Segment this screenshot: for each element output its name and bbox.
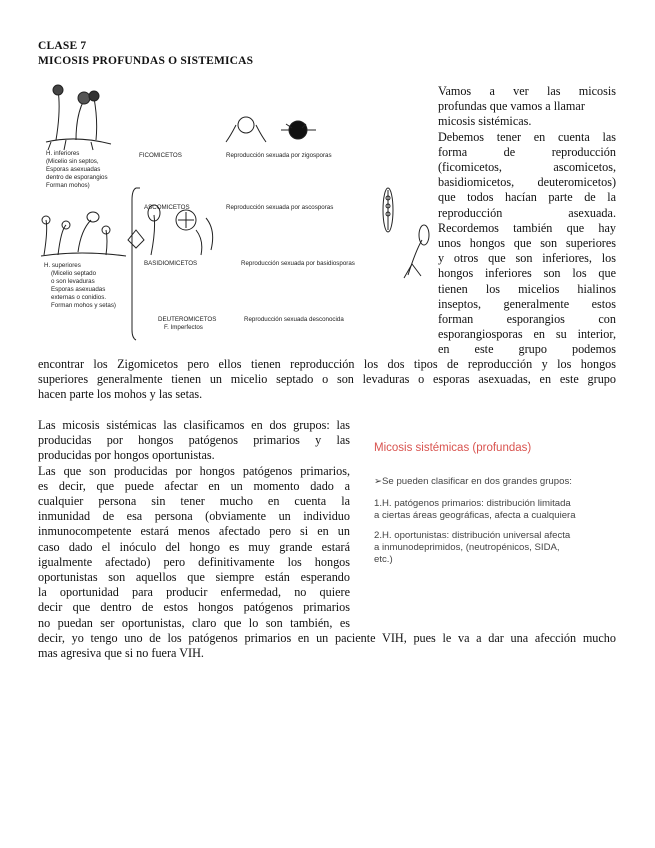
label-o-son-levaduras: o son levaduras bbox=[51, 278, 95, 285]
intro-line: esporangiosporas en su interior, bbox=[438, 327, 616, 342]
label-ficomicetos: FICOMICETOS bbox=[139, 152, 182, 159]
label-forman-mohos: Forman mohos) bbox=[46, 182, 90, 189]
intro-full-line: hacen parte los mohos y las setas. bbox=[38, 387, 203, 402]
intro-line: en este grupo podemos bbox=[438, 342, 616, 357]
body-line: oportunistas son aquellos que siempre están esperando bbox=[38, 570, 350, 585]
conidia-drawing bbox=[41, 205, 213, 256]
body-line: producidas por hongos oportunistas. bbox=[38, 448, 215, 463]
label-h-superiores: H. superiores bbox=[44, 262, 81, 269]
intro-line: hongos inferiores son los que bbox=[438, 266, 616, 281]
basidiospore-drawing bbox=[404, 225, 429, 278]
label-basidiomicetos: BASIDIOMICETOS bbox=[144, 260, 198, 267]
intro-line: que todos hacían parte de la bbox=[438, 190, 616, 205]
body-line: producidas por hongos patógenos primarios y las bbox=[38, 433, 350, 448]
page-title: MICOSIS PROFUNDAS O SISTEMICAS bbox=[38, 55, 254, 67]
body-line: caso dado el inóculo del hongo es muy grande estará bbox=[38, 539, 350, 554]
label-deuteromicetos: DEUTEROMICETOS bbox=[158, 316, 217, 323]
intro-line: forma de reproducción bbox=[438, 144, 616, 159]
label-dentro-esporangios: dentro de esporangios bbox=[46, 174, 108, 181]
label-esporas-externas: Esporas asexuadas bbox=[51, 286, 106, 293]
sporangium-drawing bbox=[46, 85, 111, 150]
intro-line: basidiomicetos, deuteromicetos) bbox=[438, 175, 616, 190]
label-esporas-asexuadas: Esporas asexuadas bbox=[46, 166, 101, 173]
fungi-classification-diagram bbox=[36, 80, 436, 348]
intro-line: Debemos tener en cuenta las bbox=[438, 129, 616, 144]
intro-line: Recordemos también que hay bbox=[438, 220, 616, 235]
intro-line: profundas que vamos a llamar bbox=[438, 99, 585, 114]
label-repro-desconocida: Reproducción sexuada desconocida bbox=[244, 316, 344, 323]
label-micelio-septado: (Micelio septado bbox=[51, 270, 97, 277]
slide-line: a inmunodeprimidos, (neutropénicos, SIDA, bbox=[374, 542, 560, 553]
intro-line: forman esporangios con bbox=[438, 312, 616, 327]
body-full-line: decir, yo tengo uno de los patógenos primarios en un paciente VIH, pues le va a dar una afección mucho bbox=[38, 631, 616, 645]
slide-line: ➢Se pueden clasificar en dos grandes grupos: bbox=[374, 476, 572, 487]
label-repro-zigosporas: Reproducción sexuada por zigosporas bbox=[226, 152, 332, 159]
label-micelio-sin-septos: (Micelio sin septos, bbox=[46, 158, 99, 165]
slide-line: a ciertas áreas geográficas, afecta a cualquiera bbox=[374, 510, 576, 521]
class-number: CLASE 7 bbox=[38, 40, 87, 52]
intro-full-line: superiores generalmente tienen un micelio septado o son levaduras o esporas asexuadas, en este grupo bbox=[38, 372, 616, 387]
intro-line: micosis sistémicas. bbox=[438, 114, 532, 129]
intro-paragraph-column bbox=[438, 84, 616, 358]
body-line: decir que dentro de estos hongos patógenos primarios bbox=[38, 600, 350, 615]
label-f-imperfectos: F. Imperfectos bbox=[164, 324, 203, 331]
intro-full-line: encontrar los Zigomicetos pero ellos tienen reproducción los dos tipos de reproducción y los hongos bbox=[38, 357, 616, 371]
intro-line: (ficomicetos, ascomicetos, bbox=[438, 160, 616, 175]
intro-line: inseptos, generalmente estos bbox=[438, 296, 616, 311]
intro-line: Vamos a ver las micosis bbox=[438, 84, 616, 98]
label-externas-conidios: externas o conidios. bbox=[51, 294, 107, 301]
label-repro-ascosporas: Reproducción sexuada por ascosporas bbox=[226, 204, 334, 211]
body-line: inmunocompetente estará menos afectado pero si en un bbox=[38, 524, 350, 539]
body-line: cualquier persona sin tener mucho en cuenta la bbox=[38, 494, 350, 509]
body-full-line: mas agresiva que si no fuera VIH. bbox=[38, 646, 204, 661]
slide-title: Micosis sistémicas (profundas) bbox=[374, 442, 532, 454]
intro-line: tienen los micelios hialinos bbox=[438, 281, 616, 296]
label-h-inferiores: H. inferiores bbox=[46, 150, 80, 157]
ascospore-drawing bbox=[383, 188, 393, 232]
body-line: inmunidad de esa persona (obviamente un individuo bbox=[38, 509, 350, 524]
slide-line: etc.) bbox=[374, 554, 393, 565]
body-line: la oportunidad para producir enfermedad, no quiere bbox=[38, 585, 350, 600]
intro-line: y otros que son inferiores, los bbox=[438, 251, 616, 266]
body-line: Las micosis sistémicas las clasificamos en dos grupos: las bbox=[38, 418, 350, 432]
body-line: Las que son producidas por hongos patógenos primarios, bbox=[38, 463, 350, 478]
slide-line: 2.H. oportunistas: distribución universal afecta bbox=[374, 530, 571, 541]
label-repro-basidiosporas: Reproducción sexuada por basidiosporas bbox=[241, 260, 355, 267]
body-line: igualmente afectado) pero definitivamente los hongos bbox=[38, 554, 350, 569]
zygospore-drawing bbox=[226, 117, 316, 142]
group-braces bbox=[132, 188, 140, 340]
slide-micosis-sistemicas bbox=[364, 430, 616, 622]
intro-line: unos hongos que son superiores bbox=[438, 236, 616, 251]
label-forman-mohos-setas: Forman mohos y setas) bbox=[51, 302, 116, 309]
slide-line: 1.H. patógenos primarios: distribución limitada bbox=[374, 498, 571, 509]
body-paragraph-full bbox=[38, 631, 616, 661]
body-line: no puedan ser oportunistas, claro que lo son también, es bbox=[38, 615, 350, 630]
label-ascomicetos: ASCOMICETOS bbox=[144, 204, 190, 211]
body-paragraph-column bbox=[38, 418, 350, 631]
body-line: es decir, que puede afectar en un momento dado a bbox=[38, 478, 350, 493]
intro-line: reproducción asexuada. bbox=[438, 205, 616, 220]
intro-paragraph-full bbox=[38, 357, 616, 403]
